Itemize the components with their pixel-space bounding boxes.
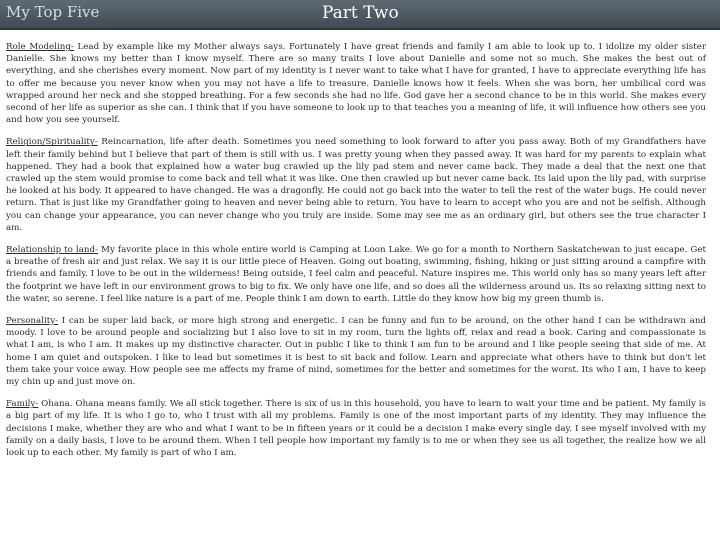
section-heading: Personality- xyxy=(6,316,59,327)
section-heading: Religion/Spirituality- xyxy=(6,137,98,148)
title-bar xyxy=(0,0,720,30)
section-text: Ohana. Ohana means family. We all stick together. There is six of us in this household, you have to learn to wait your time and be patient. My family is a big part of my life. It is who I go to, who I trust with all my problems. Family is one of the most important parts of my identity. They may influence the decisions I make, whether they are who and what I want to be in fifteen years or it could be a decision I make every single day. I see myself involved with my family on a daily basis, I love to be around them. When I tell people how important my family is to me or when they see us all together, the realize how we all look up to each other. My family is part of who I am. xyxy=(6,399,706,459)
section-role-modeling xyxy=(6,41,706,126)
section-text: My favorite place in this whole entire world is Camping at Loon Lake. We go for a month to Northern Saskatchewan to just escape. Get a breathe of fresh air and just relax. We say it is our little piece of Heaven. Going out boating, swimming, fishing, hiking or just sitting around a campfire with friends and family. I love to be out in the wilderness! Being outside, I feel calm and peaceful. Nature inspires me. This world only has so many years left after the footprint we have left in our environment grows to big to fix. We only have one life, and so does all the wilderness around us. Its so relaxing sitting next to the water, so serene. I feel like nature is a part of me. People think I am down to earth. Little do they know how big my green thumb is. xyxy=(6,245,706,304)
section-personality xyxy=(6,315,706,388)
document-body xyxy=(6,41,706,469)
section-heading: Relationship to land- xyxy=(6,245,98,256)
page-title: Part Two xyxy=(322,3,399,23)
section-heading: Role Modeling- xyxy=(6,42,74,52)
section-family xyxy=(6,398,706,459)
section-text: Lead by example like my Mother always says. Fortunately I have great friends and family I am able to look up to. I idolize my older sister Danielle. She knows my better than I know myself. There are so many traits I love about Danielle and some not so much. She makes the best out of everything, and she cherishes every moment. Now part of my identity is I never want to take what I have for granted, I have to appreciate everything life has to offer me because you never know when you may not have a life to treasure. Danielle knows how it feels. When she was born, her umbilical cord was wrapped around her neck and she stopped breathing. For a few seconds she had no life. God gave her a second chance to be in this world. She makes every second of her life as superior as she can. I think that if you have someone to look up to that teaches you a meaning of life, it will influence how others see you and how you see yourself. xyxy=(6,42,706,126)
section-text: I can be super laid back, or more high strong and energetic. I can be funny and fun to be around, on the other hand I can be withdrawn and moody. I love to be around people and socializing but I also love to sit in my room, turn the lights off, relax and read a book. Caring and compassionate is what I am, is who I am. It makes up my distinctive character. Out in public I like to think I am fun to be around and I like people seeing that side of me. At home I am quiet and outspoken. I like to lead but sometimes it is best to sit back and follow. Learn and appreciate what others have to think but don't let them take your voice away. How people see me affects my frame of mind, sometimes for the better and sometimes for the worst. Its who I am, I have to keep my chin up and just move on. xyxy=(6,316,706,388)
header-left-title: My Top Five xyxy=(6,3,100,21)
section-religion xyxy=(6,136,706,234)
section-land xyxy=(6,244,706,305)
section-text: Reincarnation, life after death. Sometimes you need something to look forward to after you pass away. Both of my Grandfathers have left their family behind but I believe that part of them is still with us. I was pretty young when they passed away. It was hard for my parents to explain what happened. They had a book that explained how a water bug crawled up the lily pad stem and never came back. They made a deal that the next one that crawled up the stem would promise to come back and tell what it was like. One then crawled up but never came back. Its laid upon the lily pad, with surprise he looked at his body. It appeared to have changed. He was a dragonfly. He could not go back into the water to tell the rest of the water bugs. He could never return. That is just like my Grandfather going to heaven and never being able to return. You have to learn to accept who you are and not be selfish. Although you can change your appearance, you can never change who you truly are inside. Some may see me as an ordinary girl, but others see the true character I am. xyxy=(6,137,706,233)
section-heading: Family- xyxy=(6,399,39,410)
